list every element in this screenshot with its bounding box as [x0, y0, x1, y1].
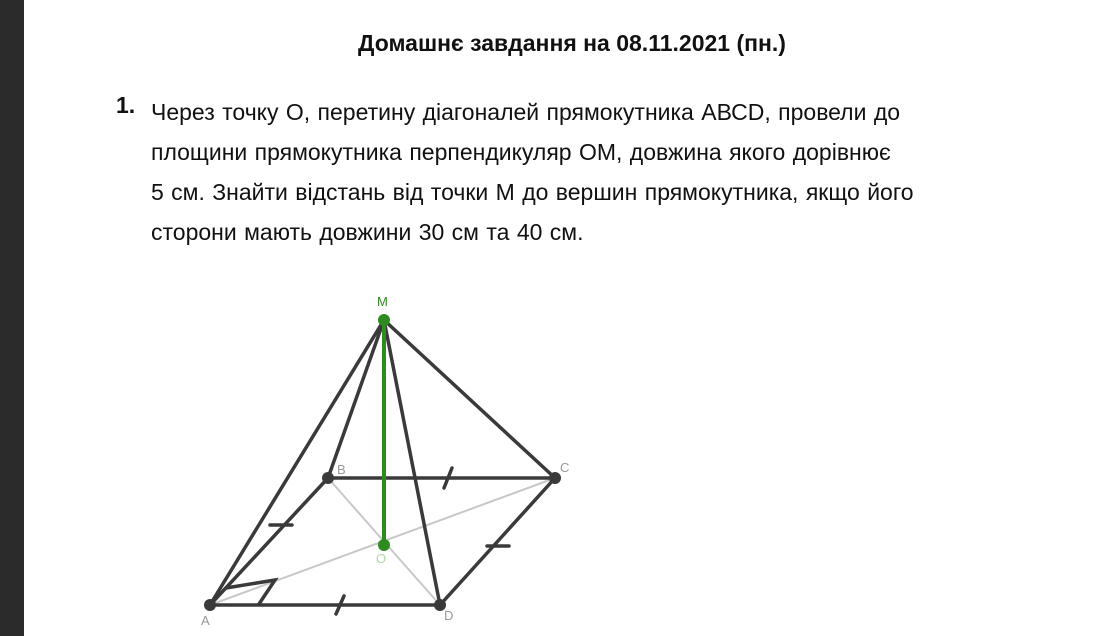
- task-line: сторони мають довжини 30 см та 40 см.: [151, 219, 584, 245]
- label-a: A: [201, 613, 210, 628]
- point-o: [378, 539, 390, 551]
- label-c: C: [560, 460, 570, 475]
- edge-cd: [440, 478, 555, 605]
- edge-ma: [210, 320, 387, 605]
- task-number: 1.: [116, 92, 136, 118]
- point-m: [378, 314, 390, 326]
- point-a: [204, 599, 216, 611]
- label-b: B: [337, 462, 346, 477]
- task-line: Через точку О, перетину діагоналей прямокутника АВСD, провели до: [151, 99, 901, 125]
- label-m: M: [377, 294, 388, 309]
- task-line: 5 см. Знайти відстань від точки М до вершин прямокутника, якщо його: [151, 179, 914, 205]
- label-o: O: [376, 551, 387, 566]
- point-b: [322, 472, 334, 484]
- task-line: площини прямокутника перпендикуляр ОМ, довжина якого дорівнює: [151, 139, 891, 165]
- homework-title: Домашнє завдання на 08.11.2021 (пн.): [358, 30, 786, 56]
- label-d: D: [444, 608, 454, 623]
